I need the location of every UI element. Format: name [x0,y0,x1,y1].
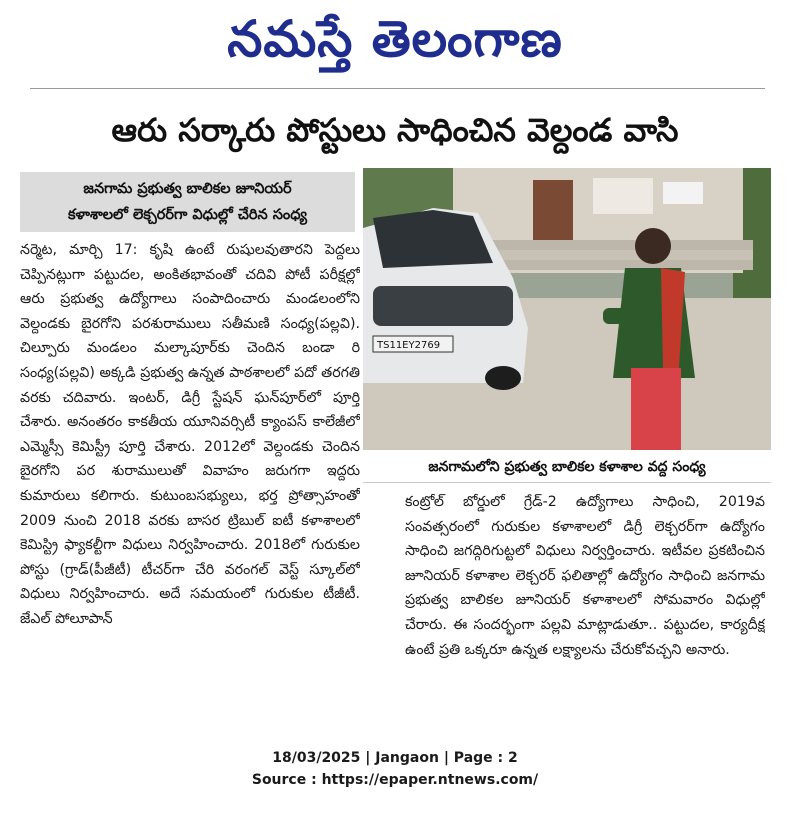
masthead-divider [30,88,765,89]
article-headline: ఆరు సర్కారు పోస్టులు సాధించిన వెల్దండ వాసి [111,111,679,149]
photo-caption: జనగామలోని ప్రభుత్వ బాలికల కళాశాల వద్ద సంధ్య [363,452,771,483]
article-body-column-1: నర్మెట, మార్చి 17: కృషి ఉంటే రుషులవుతారని పెద్దలు చెప్పినట్లుగా పట్టుదల, అంకితభావంతో చదివి పోటీ పరీక్షల్లో ఆరు ప్రభుత్వ ఉద్యోగాలు సంపాదించారు మండలంలోని వెల్దండకు బైరగోని పరశురాములు సతీమణి సంధ్య(పల్లవి). చిల్పూరు మండలం మల్కాపూర్‌కు చెందిన బండా రి సంధ్య(పల్లవి) అక్కడి ప్రభుత్వ ఉన్నత పాఠశాలలో పదో తరగతి వరకు చదివారు. ఇంటర్, డిగ్రీ స్టేషన్ ఘన్‌పూర్‌లో పూర్తి చేశారు. అనంతరం కాకతీయ యూనివర్సిటీ క్యాంపస్ కాలేజీలో ఎమ్మెస్సీ కెమిస్ట్రీ పూర్తి చేశారు. 2012లో వెల్దండకు చెందిన బైరగోని పర శురాములుతో వివాహం జరుగగా ఇద్దరు కుమారులు కలిగారు. కుటుంబసభ్యులు, భర్త ప్రోత్సాహంతో 2009 నుంచి 2018 వరకు బాసర ట్రిబుల్ ఐటీ కళాశాలలో కెమిస్ట్రి ఫ్యాకల్టీగా విధులు నిర్వహించారు. 2018లో గురుకుల పోస్టు (గ్రాడ్(పీజీటీ) టీచర్‌గా చేరి వరంగల్ వెస్ట్ స్కూల్‌లో విధులు నిర్వహించారు. అదే సమయంలో గురుకుల టీజీటీ. జేఎల్ పోలూపాన్ [20,242,360,627]
edition-info: 18/03/2025 | Jangaon | Page : 2 [272,750,518,766]
source-link[interactable]: Source : https://epaper.ntnews.com/ [251,772,539,788]
article-photo [363,168,771,450]
license-plate-text: TS11EY2769 [377,340,441,351]
subhead-line-1: జనగామ ప్రభుత్వ బాలికల జూనియర్ [83,181,292,197]
article-body-column-2: కంట్రోల్ బోర్డులో గ్రేడ్-2 ఉద్యోగాలు సాధించి, 2019వ సంవత్సరంలో గురుకుల కళాశాలలో డిగ్రీ లెక్చరర్‌గా ఉద్యోగం సాధించి జగద్గిరిగుట్టలో విధులు నిర్వర్తించారు. ఇటీవల ప్రకటించిన జూనియర్ కళాశాల లెక్చరర్ ఫలితాల్లో ఉద్యోగం సాధించి జనగామ ప్రభుత్వ బాలికల జూనియర్ కళాశాలలో సోమవారం విధుల్లో చేరారు. ఈ సందర్భంగా పల్లవి మాట్లాడుతూ.. పట్టుదల, కార్యదీక్ష ఉంటే ప్రతి ఒక్కరూ ఉన్నత లక్ష్యాలను చేరుకోవచ్చని అనారు. [405,494,765,658]
newspaper-masthead: నమస్తే తెలంగాణ [227,9,563,68]
subhead-line-2: కళాశాలలో లెక్చరర్‌గా విధుల్లో చేరిన సంధ్య [67,207,308,223]
article-subhead [20,172,355,232]
